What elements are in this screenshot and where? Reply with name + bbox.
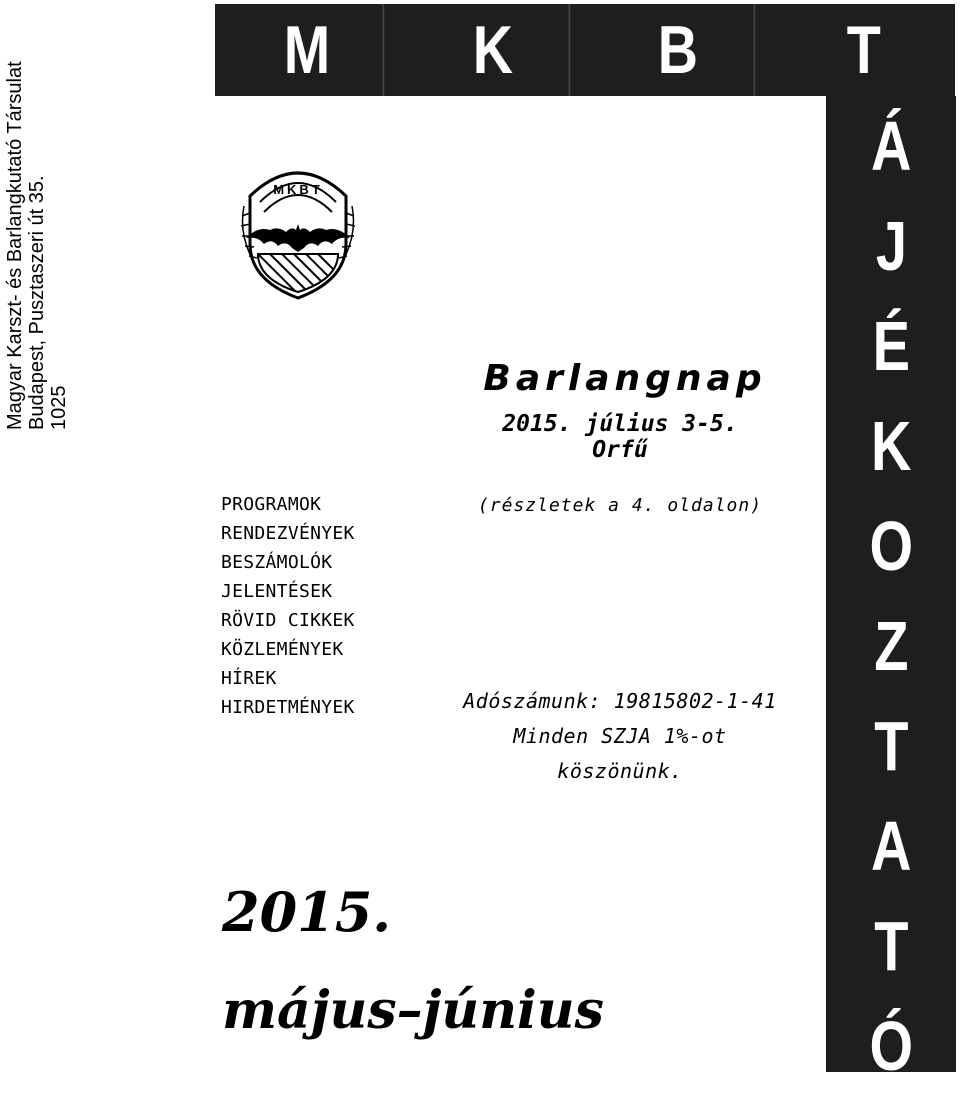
banner-letter: K	[417, 4, 569, 96]
vertical-title-letter: É	[872, 307, 910, 385]
publisher-name: Magyar Karszt- és Barlangkutató Társulat	[4, 61, 26, 430]
contents-list	[221, 490, 355, 722]
logo-text: MKBT	[273, 182, 323, 197]
contents-item: HÍREK	[221, 668, 277, 689]
event-announcement	[420, 358, 820, 516]
vertical-title-letter: Z	[873, 607, 909, 685]
vertical-title-letter: K	[870, 407, 912, 485]
vertical-title-letter: Á	[870, 107, 912, 185]
contents-item: JELENTÉSEK	[221, 581, 333, 602]
event-place: Orfű	[592, 437, 648, 463]
banner-letter: M	[232, 4, 384, 96]
tax-request: Minden SZJA 1%-ot	[513, 724, 727, 748]
event-date: 2015. július 3-5.	[502, 411, 738, 437]
vertical-title-letter: A	[870, 807, 912, 885]
issue-months: május–június	[222, 980, 604, 1041]
vertical-title-band	[826, 96, 956, 1085]
publisher-address-text	[4, 61, 70, 430]
vertical-title-letter: O	[869, 507, 913, 585]
issue-year: 2015.	[222, 880, 392, 944]
tax-thanks: köszönünk.	[557, 759, 683, 783]
event-details: (részletek a 4. oldalon)	[477, 495, 763, 516]
banner-letter: T	[846, 12, 881, 88]
tax-notice	[420, 684, 820, 789]
vertical-title-letter: J	[875, 207, 907, 285]
contents-item: HIRDETMÉNYEK	[221, 697, 355, 718]
vertical-title-letter: T	[873, 707, 909, 785]
event-title: Barlangnap	[483, 358, 767, 399]
publisher-postcode: 1025	[48, 385, 70, 430]
contents-item: RÖVID CIKKEK	[221, 610, 355, 631]
contents-item: PROGRAMOK	[221, 494, 322, 515]
contents-item: RENDEZVÉNYEK	[221, 523, 355, 544]
vertical-title-letter: Ó	[869, 1007, 913, 1085]
tax-number: Adószámunk: 19815802-1-41	[463, 689, 777, 713]
publisher-street: Budapest, Pusztaszeri út 35.	[26, 175, 48, 430]
mkbt-bat-logo-icon	[236, 156, 360, 302]
contents-item: BESZÁMOLÓK	[221, 552, 333, 573]
title-banner	[215, 4, 955, 96]
contents-item: KÖZLEMÉNYEK	[221, 639, 344, 660]
vertical-title-letter: T	[873, 907, 909, 985]
publisher-address	[0, 0, 80, 440]
banner-letter: B	[603, 4, 755, 96]
